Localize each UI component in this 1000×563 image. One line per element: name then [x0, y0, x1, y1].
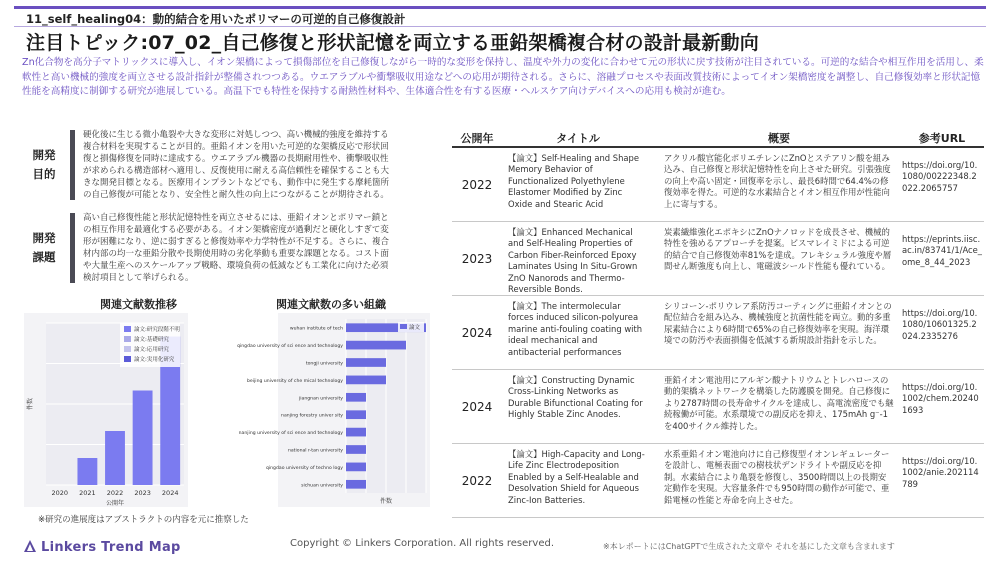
header-year: 公開年	[460, 132, 494, 145]
table-row	[452, 370, 984, 444]
trend-chart-title: 関連文献数推移	[100, 298, 177, 311]
header-divider	[14, 26, 986, 27]
org-chart	[237, 313, 430, 507]
chart-footnote: ※研究の進展度はアブストラクトの内容を元に推察した	[38, 515, 249, 525]
row-summary: アクリル酸官能化ポリエチレンにZnOとステアリン酸を組み込み、自己修復と形状記憶特性を向上させた研究。引張強度の向上や高い固定・回復率を示し、最長6時間で64.4%の修復効率を得た。可逆的な水素結合とイオン相互作用が性能向上に寄与する。	[664, 153, 891, 209]
table-header	[452, 128, 984, 148]
x-tick-label: 2024	[161, 489, 179, 497]
row-url[interactable]: https://doi.org/10.1080/10601325.2024.2335276	[902, 308, 978, 341]
purpose-section	[22, 126, 393, 204]
row-year: 2022	[461, 178, 493, 192]
table-row	[452, 444, 984, 518]
row-url[interactable]: https://eprints.iisc.ac.in/83741/1/Ace_ome_8_44_2023	[902, 234, 982, 267]
purpose-text: 硬化後に生じる微小亀裂や大きな変形に対処しつつ、高い機械的強度を維持する複合材料を実現することが目的。亜鉛イオンを用いた可逆的な架橋反応で形状回復と損傷修復を同時に達成する。ウエアラブル機器の長期耐用性や、衝撃吸収性が求められる構造部材へ適用し、反復使用に耐える高信頼性を確保することも大きな開発目標となる。医療用インプラントなどでも、動作中に発生する摩耗箇所の自己修復が可能となり、安全性と耐久性の向上につながることが期待される。	[83, 130, 390, 201]
org-chart-title: 関連文献数の多い組織	[276, 298, 386, 311]
y-axis-label: 件数	[27, 397, 34, 411]
row-title: 【論文】The intermolecular forces induced silicon-polyurea marine anti-fouling coating with ideal mechanical and antibacterial performances	[508, 301, 643, 357]
legend-swatch	[124, 346, 131, 352]
y-tick-label: sichuan university	[301, 483, 343, 489]
row-url[interactable]: https://doi.org/10.1002/chem.202401693	[902, 382, 979, 415]
legend-swatch	[124, 336, 131, 342]
topic-summary: Zn化合物を高分子マトリックスに導入し、イオン架橋によって損傷部位を自己修復しながら一時的な変形を保持し、温度や外力の変化に合わせて元の形状に戻す技術が注目されている。可逆的な結合や相互作用を活用し、柔軟性と高い機械的強度を両立させる設計指針が整備されつつある。ウエアラブルや衝撃吸収用途などへの応用が期待される。さらに、溶融プロセスや表面改質技術によってイオン架橋密度を調整し、自己修復効率と形状記憶性能を高精度に制御する研究が進展している。高温下でも特性を保持する耐熱性材料や、生体適合性を有する医療・ヘルスケア向けデバイスへの応用も検討が進む。	[22, 57, 984, 97]
row-summary: 炭素繊維強化エポキシにZnOナノロッドを成長させ、機械的特性を強めるアプローチを提案。ビスマレイミドによる可逆的結合で自己修復効率81%を達成。フレキシュラル強度や層間せん断強度も向上し、電磁波シールド性能も優れている。	[664, 227, 892, 272]
issue-section	[22, 209, 393, 287]
legend-label: 論文:応用研究	[134, 347, 169, 353]
brand-logo	[22, 538, 181, 555]
row-year: 2022	[461, 474, 493, 488]
bar	[346, 410, 366, 419]
ai-disclaimer: ※本レポートにはChatGPTで生成された文章や それを基にした文章も含まれます	[603, 542, 895, 551]
issue-bar	[70, 213, 75, 283]
row-title: 【論文】Self-Healing and Shape Memory Behavior of Functionalized Polyethylene Elastomer Modified by Zinc Oxide and Stearic Acid	[508, 153, 639, 209]
table-row	[452, 148, 984, 222]
row-summary: シリコーン-ポリウレア系防汚コーティングに亜鉛イオンとの配位結合を組み込み、機械強度と抗菌性能を両立。動的多重尿素結合により6時間で65%の自己修復効率を実現。海洋環境での防汚や表面損傷を低減する新規設計指針を示した。	[664, 301, 892, 346]
brand-logo-text: Linkers Trend Map	[41, 540, 181, 555]
legend-swatch	[124, 326, 131, 332]
header-title: タイトル	[556, 132, 600, 145]
x-axis-label: 件数	[379, 498, 393, 505]
bar	[346, 393, 366, 402]
copyright: Copyright © Linkers Corporation. All rights reserved.	[290, 538, 554, 549]
x-axis-label: 公開年	[105, 500, 125, 507]
y-tick-label: jiangnan university	[298, 396, 343, 402]
issue-label-line2: 課題	[32, 250, 56, 264]
bar	[346, 376, 386, 385]
y-tick-label: qingdao university of techno logy	[265, 465, 343, 471]
x-tick-label: 2022	[106, 489, 124, 497]
row-url[interactable]: https://doi.org/10.1080/00222348.2022.2065757	[902, 160, 978, 193]
purpose-bar	[70, 130, 75, 200]
bar	[346, 428, 366, 437]
row-year: 2024	[461, 326, 493, 340]
x-tick-label: 2020	[51, 489, 69, 497]
trend-chart	[24, 313, 188, 507]
y-tick-label: nanjing forestry univer sity	[281, 413, 343, 419]
row-summary: 亜鉛イオン電池用にアルギン酸ナトリウムとトレハロースの動的架橋ネットワークを構築した防護膜を開発。自己修復により2787時間の長寿命サイクルを達成し、高電流密度でも継続稼働が可能。水系環境での副反応を抑え、175mAh g⁻-1を400サイクル維持した。	[664, 375, 894, 431]
y-tick-label: nanjing university of sci ence and technology	[238, 431, 343, 437]
linkers-logo-icon	[22, 538, 38, 554]
row-summary: 水系亜鉛イオン電池向けに自己修復型イオンレギュレーターを設計し、電極表面での樹枝状デンドライトや副反応を抑制。水素結合により亀裂を修復し、3500時間以上の長期安定動作を実現。大容量条件でも950時間の動作が可能で、亜鉛電極の性能と寿命を向上させた。	[664, 449, 890, 505]
table-row	[452, 222, 984, 296]
bar	[133, 391, 153, 486]
y-tick-label: beijing university of che mical technology	[247, 378, 343, 384]
issue-label	[22, 209, 66, 287]
header-accent-bar	[14, 6, 986, 9]
literature-table	[452, 128, 984, 518]
legend-swatch	[400, 324, 407, 329]
bar	[346, 480, 366, 489]
row-title: 【論文】Enhanced Mechanical and Self-Healing Properties of Carbon Fiber-Reinforced Epoxy Laminates Using In Situ-Grown ZnO Nanorods and Thermo-Reversible Bonds.	[508, 227, 638, 295]
y-tick-label: wuhan institute of tech	[289, 326, 343, 332]
bar	[105, 431, 125, 485]
trend-chart-panel	[24, 313, 188, 507]
header-url: 参考URL	[918, 132, 966, 145]
legend-label: 論文:基礎研究	[134, 337, 169, 343]
purpose-label-line2: 目的	[32, 167, 56, 181]
bar	[346, 463, 366, 472]
header-summary: 概要	[768, 132, 790, 145]
bar	[346, 341, 406, 350]
x-tick-label: 2021	[79, 489, 96, 497]
issue-label-line1: 開発	[32, 231, 56, 245]
row-title: 【論文】Constructing Dynamic Cross-Linking Networks as Durable Bifunctional Coating for Highly Stable Zinc Anodes.	[508, 375, 643, 420]
breadcrumb: 11_self_healing04：動的結合を用いたポリマーの可逆的自己修復設計	[26, 12, 406, 26]
row-year: 2023	[461, 252, 493, 266]
page-title: 注目トピック:07_02_自己修復と形状記憶を両立する亜鉛架橋複合材の設計最新動向	[26, 32, 759, 54]
y-tick-label: tongji university	[305, 361, 343, 367]
row-year: 2024	[461, 400, 493, 414]
purpose-label	[22, 126, 66, 204]
row-url[interactable]: https://doi.org/10.1002/anie.202114789	[902, 456, 979, 489]
y-tick-label: qingdao university of sci ence and technology	[237, 344, 343, 350]
bar	[346, 358, 386, 367]
table-row	[452, 296, 984, 370]
bar	[346, 445, 366, 454]
legend-label: 論文:実用化研究	[134, 357, 175, 363]
legend-swatch	[124, 356, 131, 362]
y-tick-label: national r-tan university	[287, 448, 343, 454]
legend-label: 論文:研究段階不明	[134, 327, 180, 333]
legend-label: 論文	[409, 325, 421, 331]
bar	[77, 458, 97, 485]
org-chart-panel	[237, 313, 430, 507]
x-tick-label: 2023	[134, 489, 151, 497]
issue-text: 高い自己修復性能と形状記憶特性を両立させるには、亜鉛イオンとポリマー鎖との相互作用を最適化する必要がある。イオン架橋密度が過剰だと硬化しすぎて変形が困難になり、逆に弱すぎると修復効率や力学特性が不足する。さらに、複合材内部の均一な亜鉛分散や長期使用時の劣化挙動も重要な課題となる。コスト面や大量生産へのスケールアップ戦略、環境負荷の低減なども工業化に向けた必須検討項目として挙げられる。	[83, 213, 390, 284]
purpose-label-line1: 開発	[32, 148, 56, 162]
row-title: 【論文】High-Capacity and Long-Life Zinc Electrodeposition Enabled by a Self-Healable and Desolvation Shield for Aqueous Zinc-Ion Batteries.	[508, 449, 645, 505]
